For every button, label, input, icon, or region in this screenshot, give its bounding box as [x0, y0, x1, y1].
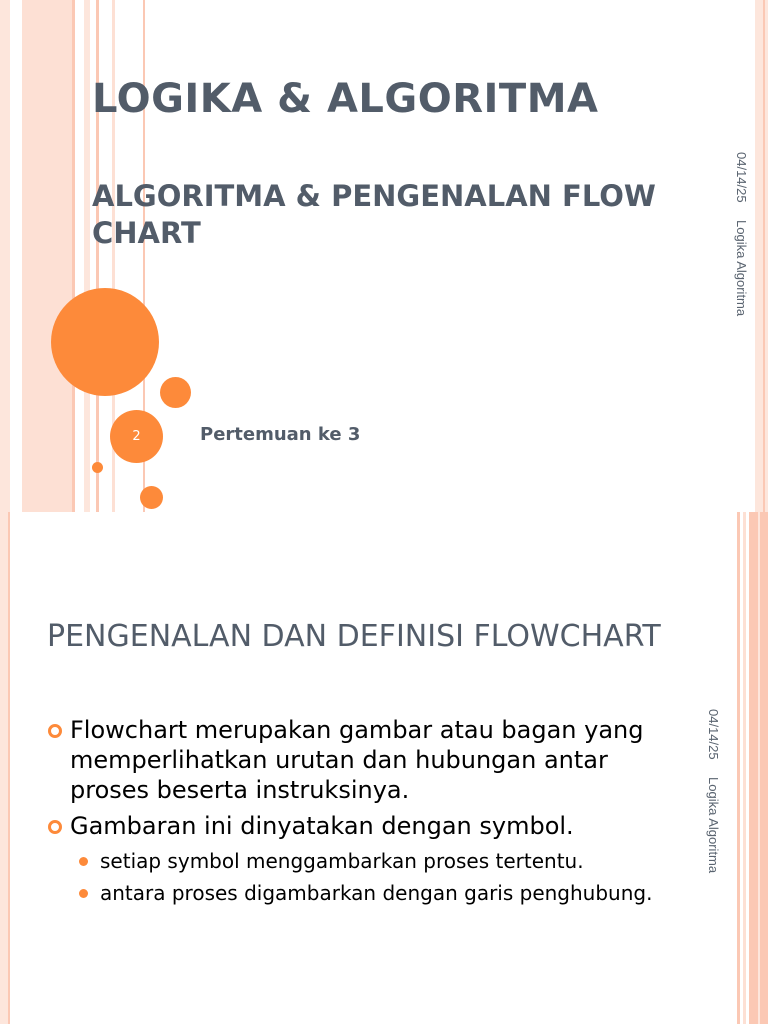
- side-label: Logika Algoritma: [734, 220, 749, 317]
- decor-stripe: [737, 512, 740, 1024]
- decor-stripe: [72, 0, 75, 512]
- decor-stripe: [755, 0, 768, 512]
- side-label: Logika Algoritma: [706, 777, 721, 874]
- decor-stripe: [763, 0, 765, 512]
- dot-bullet-icon: [79, 857, 88, 866]
- side-footer: [732, 0, 752, 512]
- decor-stripe: [0, 512, 8, 1024]
- decor-circle-tiny: [92, 462, 103, 473]
- decor-circle-small: [160, 377, 191, 408]
- meeting-label: Pertemuan ke 3: [200, 424, 361, 445]
- decor-stripe: [743, 512, 746, 1024]
- decor-circle-large: [51, 288, 159, 396]
- slide-subtitle: ALGORITMA & PENGENALAN FLOW CHART: [92, 179, 656, 250]
- dot-bullet-icon: [79, 889, 88, 898]
- sub-bullet-item: [47, 879, 687, 907]
- bullet-item: [47, 811, 687, 841]
- decor-stripe: [8, 512, 10, 1024]
- bullet-text: Flowchart merupakan gambar atau bagan yang memperlihatkan urutan dan hubungan antar proses beserta instruksinya.: [70, 716, 644, 804]
- sub-bullet-item: [47, 847, 687, 875]
- slide-title: PENGENALAN DAN DEFINISI FLOWCHART: [47, 619, 661, 654]
- ring-bullet-icon: [48, 724, 62, 738]
- decor-stripe: [84, 0, 90, 512]
- ring-bullet-icon: [48, 820, 62, 834]
- decor-circle-small: [140, 486, 163, 509]
- slide-number: 2: [132, 429, 141, 444]
- side-date: 04/14/25: [734, 152, 749, 203]
- decor-stripe: [0, 0, 10, 512]
- slide-title: LOGIKA & ALGORITMA: [92, 76, 599, 122]
- sub-bullet-text: antara proses digambarkan dengan garis penghubung.: [100, 881, 653, 905]
- bullet-list: [47, 715, 687, 911]
- decor-stripe: [22, 0, 72, 512]
- side-date: 04/14/25: [706, 709, 721, 760]
- side-footer: [704, 512, 724, 1024]
- bullet-item: [47, 715, 687, 805]
- bullet-text: Gambaran ini dinyatakan dengan symbol.: [70, 812, 574, 840]
- decor-stripe: [758, 512, 760, 1024]
- sub-bullet-text: setiap symbol menggambarkan proses tertentu.: [100, 849, 584, 873]
